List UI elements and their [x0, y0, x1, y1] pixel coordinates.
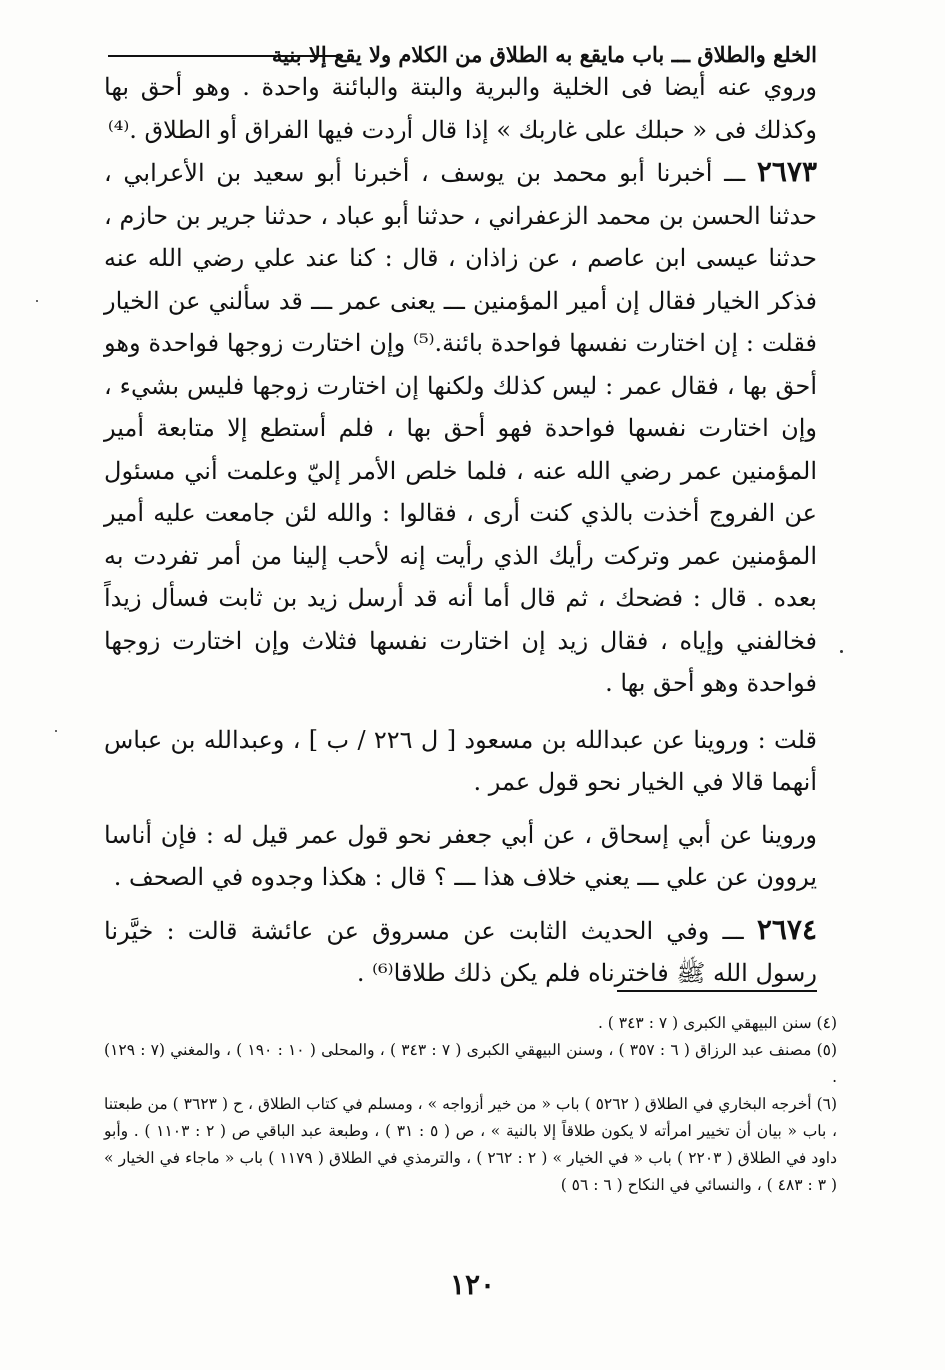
paragraph-1: [104, 66, 817, 151]
footnote-4: (٤) سنن البيهقي الكبرى ( ٧ : ٣٤٣ ) .: [597, 1014, 837, 1032]
paragraph-text: وروينا عن أبي إسحاق ، عن أبي جعفر نحو قول عمر قيل له : فإن أناسا يروون عن علي ـــ يعني خلاف هذا ـــ ؟ قال : هكذا وجدوه في الصحف .: [104, 820, 817, 891]
scan-speck: [55, 730, 57, 732]
hadith-number: ٢٦٧٤: [756, 912, 817, 946]
footnote-6: (٦) أخرجه البخاري في الطلاق ( ٥٢٦٢ ) باب « من خير أزواجه » ، ومسلم في كتاب الطلاق ، ح ( ٣٦٢٣ ) من طبعتنا ، باب « بيان أن تخيير امرأته لا يكون طلاقاً إلا بالنية » ، ص ( ٥ : ٣١ ) ، وطبعة عبد الباقي ص ( ٢ : ١١٠٣ ) . وأبو داود في الطلاق ( ٢٢٠٣ ) باب « في الخيار » ( ٢ : ٢٦٢ ) ، والترمذي في الطلاق ( ١١٧٩ ) باب « ماجاء في الخيار » ( ٣ : ٤٨٣ ) ، والنسائي في النكاح ( ٦ : ٥٦ ): [104, 1095, 838, 1194]
paragraph-text: وروي عنه أيضا فى الخلية والبرية والبتة والبائنة واحدة . وهو أحق بها وكذلك فى « حبلك على غاربك » إذا قال أردت فيها الفراق أو الطلاق .⁽⁴⁾: [104, 73, 817, 144]
hadith-2674: [104, 909, 817, 995]
chapter-title: الخلع والطلاق ـــ باب مايقع به الطلاق من الكلام ولا يقع إلا بنية: [271, 42, 817, 67]
hadith-text: ـــ أخبرنا أبو محمد بن يوسف ، أخبرنا أبو سعيد بن الأعرابي ، حدثنا الحسن بن محمد الزعفراني ، حدثنا أبو عباد ، حدثنا جرير بن حازم ، حدثنا عيسى ابن عاصم ، عن زاذان ، قال : كنا عند علي رضي الله عنه فذكر الخيار فقال إن أمير المؤمنين ـــ يعنى عمر ـــ قد سألني عن الخيار فقلت : إن اختارت نفسها فواحدة بائنة.⁽⁵⁾ وإن اختارت زوجها فواحدة وهو أحق بها ، فقال عمر : ليس كذلك ولكنها إن اختارت زوجها فليس بشيء ، وإن اختارت نفسها فواحدة فهو أحق بها ، فلم أستطع إلا متابعة أمير المؤمنين عمر رضي الله عنه ، فلما خلص الأمر إليّ وعلمت أني مسئول عن الفروج أخذت بالذي كنت أرى ، فقالوا : والله لئن جامعت عليه أمير المؤمنين عمر وتركت رأيك الذي رأيت إنه لأحب إلينا من أمر تفردت به بعده . قال : فضحك ، ثم قال أما أنه قد أرسل زيد بن ثابت فسأل زيداً فخالفني وإياه ، فقال زيد إن اختارت نفسها فثلاث وإن اختارت زوجها فواحدة وهو أحق بها .: [104, 159, 817, 697]
main-text: [104, 66, 817, 995]
paragraph-4: [104, 814, 817, 899]
footnotes: [104, 1010, 837, 1199]
scan-speck: [36, 300, 38, 302]
paragraph-text: قلت : وروينا عن عبدالله بن مسعود [ ل ٢٢٦ / ب ] ، وعبدالله بن عباس أنهما قالا في الخيار نحو قول عمر .: [104, 725, 817, 796]
footnote-separator: [617, 990, 817, 992]
hadith-2673: [104, 151, 817, 705]
footnote-5: (٥) مصنف عبد الرزاق ( ٦ : ٣٥٧ ) ، وسنن البيهقي الكبرى ( ٧ : ٣٤٣ ) ، والمحلى ( ١٠ : ١٩٠ ) ، والمغني (٧ : ١٢٩) .: [104, 1041, 838, 1086]
header-rule: [108, 55, 338, 57]
page-number: ١٢٠: [449, 1268, 496, 1301]
hadith-number: ٢٦٧٣: [756, 155, 817, 188]
scan-speck: [840, 650, 843, 653]
paragraph-3: [104, 719, 817, 804]
hadith-text: ـــ وفي الحديث الثابت عن مسروق عن عائشة قالت : خيَّرنا رسول الله ﷺ فاخترناه فلم يكن ذلك طلاقا⁽⁶⁾ .: [104, 916, 817, 987]
